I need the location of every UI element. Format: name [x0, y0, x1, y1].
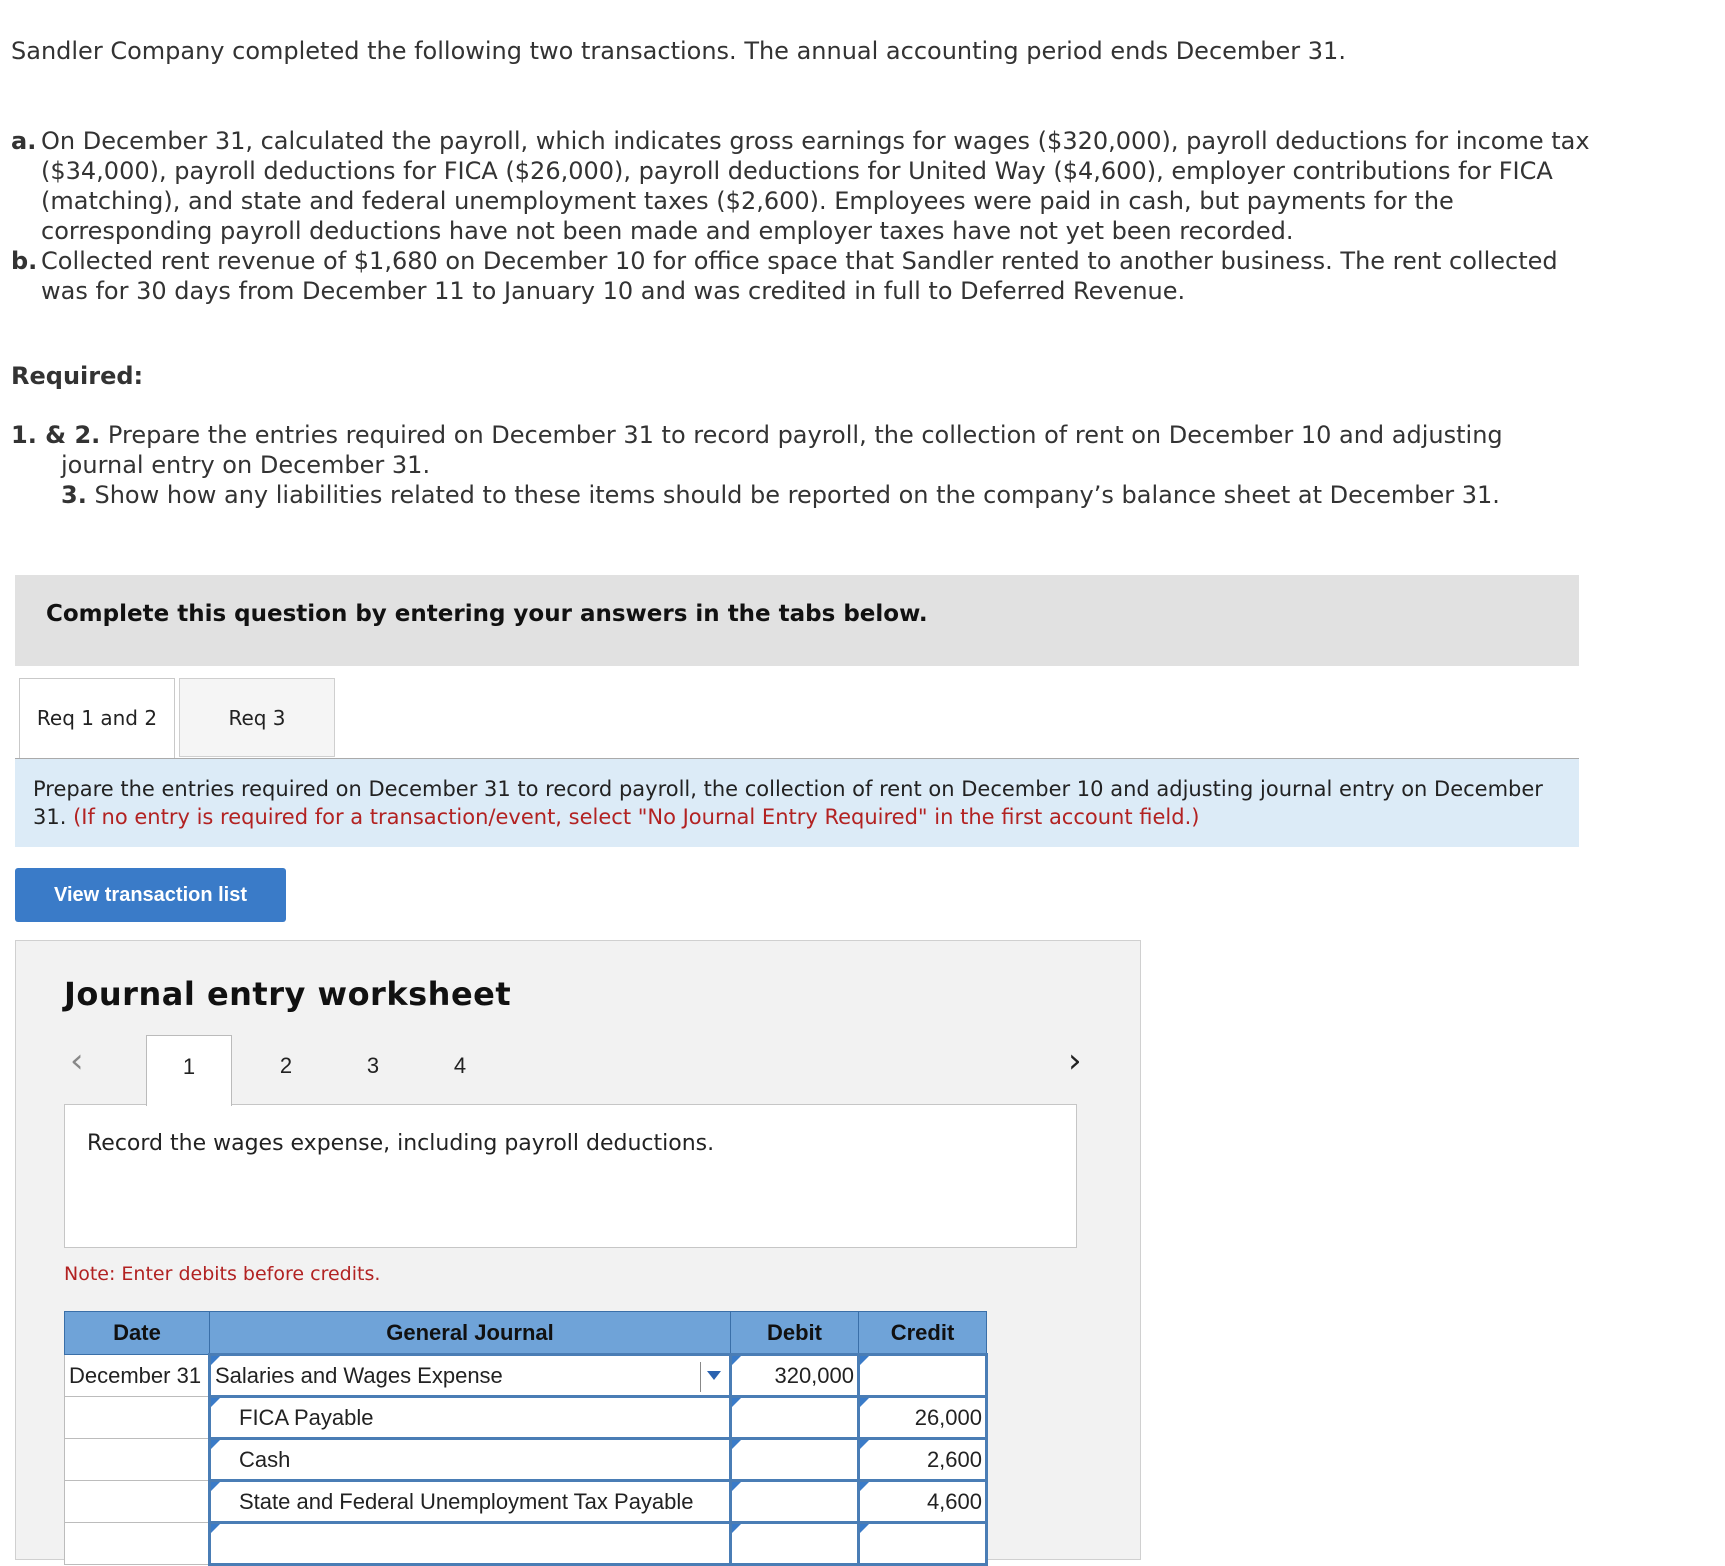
problem-intro: Sandler Company completed the following two transactions. The annual accounting period ends December 31. — [11, 37, 1346, 65]
date-cell — [65, 1523, 210, 1565]
debit-input[interactable] — [731, 1355, 859, 1397]
credit-value: 26,000 — [914, 1404, 982, 1430]
required-item-3 — [11, 480, 1591, 510]
required-item-1-2 — [11, 420, 1591, 480]
date-cell — [65, 1481, 210, 1523]
account-name: Salaries and Wages Expense — [215, 1362, 503, 1388]
account-name: Cash — [239, 1446, 291, 1472]
required-item-1-2-text: Prepare the entries required on December 31 to record payroll, the collection of rent on December 10 and adjusting journal entry on December 31. — [61, 421, 1503, 479]
transaction-a-text: On December 31, calculated the payroll, which indicates gross earnings for wages ($320,000), payroll deductions for income tax ($34,000), payroll deductions for FICA ($26,000), payroll deductions for United Way ($4,600), employer contributions for FICA (matching), and state and federal unemployment taxes ($2,600). Employees were paid in cash, but payments for the corresponding payroll deductions have not been made and employer taxes have not yet been recorded. — [41, 127, 1590, 245]
credit-input[interactable] — [859, 1439, 987, 1481]
account-name: FICA Payable — [239, 1404, 374, 1430]
tab-req-3[interactable]: Req 3 — [179, 678, 335, 757]
account-select[interactable] — [210, 1523, 731, 1565]
debit-value: 320,000 — [774, 1362, 854, 1388]
view-transaction-list-button[interactable]: View transaction list — [15, 868, 286, 922]
transaction-b-label: b. — [11, 247, 38, 275]
tab-req-1-and-2[interactable]: Req 1 and 2 — [19, 678, 175, 759]
required-item-3-label: 3. — [61, 481, 87, 509]
banner-text: Complete this question by entering your answers in the tabs below. — [46, 601, 928, 627]
journal-row — [65, 1355, 987, 1397]
instruction-panel — [15, 759, 1579, 847]
entry-tab-1[interactable]: 1 — [146, 1035, 232, 1106]
instruction-text: Prepare the entries required on December 31 to record payroll, the collection of rent on December 10 and adjusting journal entry on December 31. — [33, 777, 1543, 829]
required-list — [11, 420, 1591, 510]
transaction-b-text: Collected rent revenue of $1,680 on December 10 for office space that Sandler rented to another business. The rent collected was for 30 days from December 11 to January 10 and was credited in full to Deferred Revenue. — [41, 247, 1558, 305]
worksheet-title: Journal entry worksheet — [64, 975, 512, 1013]
dropdown-divider — [700, 1362, 701, 1392]
journal-header-row — [65, 1312, 987, 1355]
credit-value: 2,600 — [926, 1446, 982, 1472]
debit-input[interactable] — [731, 1439, 859, 1481]
debit-input[interactable] — [731, 1523, 859, 1565]
credit-input[interactable] — [859, 1355, 987, 1397]
instruction-red-text: (If no entry is required for a transaction/event, select "No Journal Entry Required" in the first account field.) — [73, 805, 1200, 829]
required-item-3-text: Show how any liabilities related to these items should be reported on the company’s balance sheet at December 31. — [94, 481, 1500, 509]
entry-description: Record the wages expense, including payroll deductions. — [87, 1131, 715, 1156]
chevron-left-icon[interactable]: ‹ — [70, 1041, 84, 1081]
date-cell[interactable]: December 31 — [65, 1355, 210, 1397]
instructions-banner — [15, 575, 1579, 666]
entry-description-box — [64, 1104, 1077, 1248]
general-journal-table — [64, 1311, 988, 1566]
credit-input[interactable] — [859, 1481, 987, 1523]
credit-column-header: Credit — [859, 1312, 987, 1355]
debit-input[interactable] — [731, 1481, 859, 1523]
credit-input[interactable] — [859, 1523, 987, 1565]
debit-column-header: Debit — [731, 1312, 859, 1355]
entry-tab-3[interactable]: 3 — [366, 1053, 380, 1078]
transaction-a — [11, 126, 1601, 246]
journal-entry-worksheet — [15, 940, 1141, 1560]
entry-tab-4[interactable]: 4 — [453, 1053, 467, 1078]
journal-row — [65, 1397, 987, 1439]
account-select[interactable] — [210, 1397, 731, 1439]
required-item-1-2-label: 1. & 2. — [11, 421, 101, 449]
debit-credit-note: Note: Enter debits before credits. — [64, 1263, 381, 1285]
date-cell — [65, 1439, 210, 1481]
journal-row — [65, 1481, 987, 1523]
journal-row — [65, 1439, 987, 1481]
date-cell — [65, 1397, 210, 1439]
chevron-right-icon[interactable]: › — [1068, 1041, 1082, 1081]
account-select[interactable] — [210, 1481, 731, 1523]
transaction-a-label: a. — [11, 127, 37, 155]
journal-row — [65, 1523, 987, 1565]
credit-value: 4,600 — [926, 1488, 982, 1514]
transaction-b — [11, 246, 1601, 306]
credit-input[interactable] — [859, 1397, 987, 1439]
date-column-header: Date — [65, 1312, 210, 1355]
account-select[interactable] — [210, 1355, 731, 1397]
debit-input[interactable] — [731, 1397, 859, 1439]
entry-tab-2[interactable]: 2 — [279, 1053, 293, 1078]
transaction-list — [11, 126, 1601, 306]
general-journal-column-header: General Journal — [210, 1312, 731, 1355]
dropdown-arrow-icon[interactable] — [707, 1371, 721, 1380]
required-heading: Required: — [11, 362, 144, 390]
account-name: State and Federal Unemployment Tax Payable — [239, 1488, 694, 1514]
account-select[interactable] — [210, 1439, 731, 1481]
